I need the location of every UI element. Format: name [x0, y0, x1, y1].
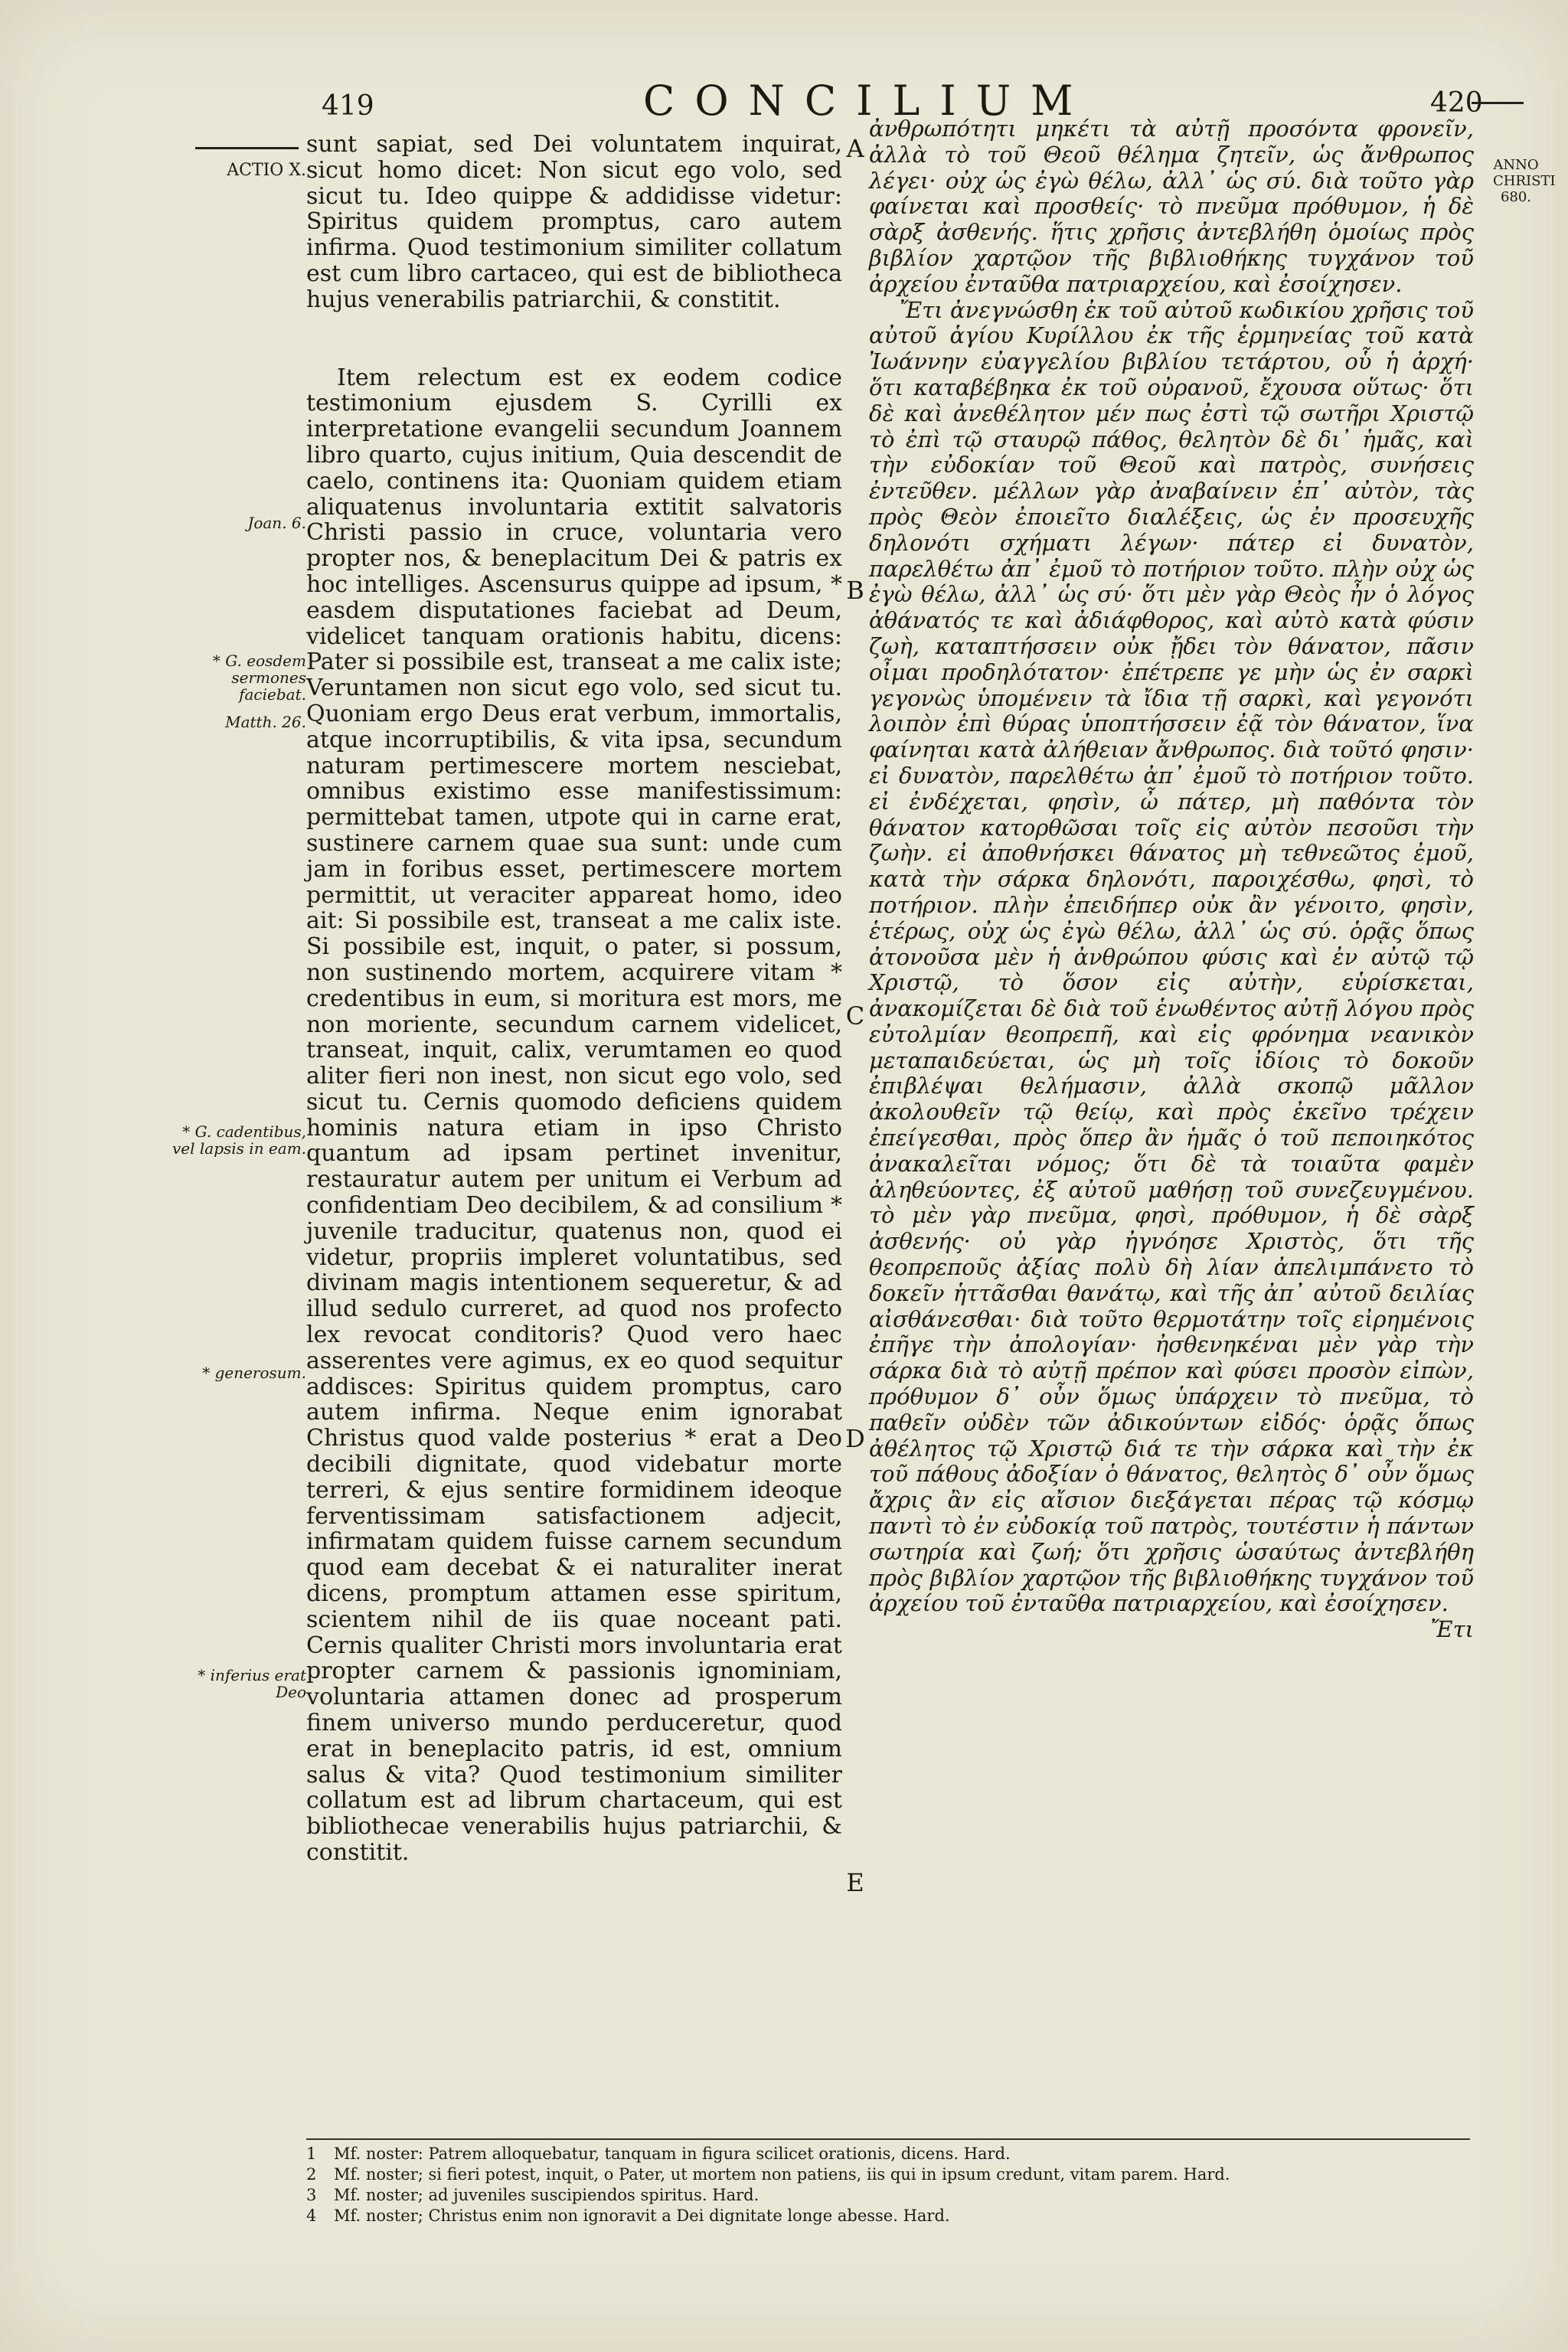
right-dash-rule: [1472, 102, 1524, 104]
latin-paragraph: sunt sapiat, sed Dei voluntatem inquirat, sicut homo dicet: Non sicut ego volo, sed sicut tu. Ideo quippe & addidisse videtur: Spiritus quidem promptus, caro autem infirma. Quod testimonium similiter collatum est cum libro cartaceo, qui est de bibliotheca hujus venerabilis patriarchii, & constitit.: [306, 131, 842, 313]
section-letter: D: [845, 1424, 865, 1453]
latin-column: [306, 132, 842, 1866]
footnote-text: Mf. noster; Christus enim non ignoravit a Dei dignitate longe abesse. Hard.: [334, 2207, 950, 2225]
footnote-number: 3: [306, 2186, 317, 2204]
footnote: [306, 2185, 1501, 2206]
margin-note-joan: Joan. 6.: [247, 514, 306, 532]
margin-note-variant: * G. cadentibus, vel lapsis in eam.: [172, 1122, 307, 1158]
left-dash-rule: [195, 147, 299, 149]
footnote-rule: [306, 2138, 1470, 2140]
margin-note-actio: ACTIO X.: [227, 161, 306, 180]
footnotes: [306, 2144, 1501, 2226]
footnote: [306, 2164, 1501, 2185]
footnote-text: Mf. noster; si fieri potest, inquit, o Pater, ut mortem non patiens, iis qui in ipsum credunt, vitam parem. Hard.: [334, 2165, 1230, 2184]
latin-paragraph: Item relectum est ex eodem codice testimonium ejusdem S. Cyrilli ex interpretatione evangelii secundum Joannem libro quarto, cujus initium, Quia descendit de caelo, continens ita: Quoniam quidem etiam aliquatenus involuntaria extitit salvatoris Christi passio in cruce, voluntaria vero propter nos, & beneplacitum Dei & patris ex hoc intelliges. Ascensurus quippe ad ipsum, * easdem disputationes faciebat ad Deum, videlicet tanquam orationis habitu, dicens: Pater si possibile est, transeat a me calix iste; Veruntamen non sicut ego volo, sed sicut tu. Quoniam ergo Deus erat verbum, immortalis, atque incorruptibilis, & vita ipsa, secundum naturam pertimescere mortem nesciebat, omnibus existimo esse manifestissimum: permittebat tamen, utpote qui in carne erat, sustinere carnem quae sua sunt: unde cum jam in foribus esset, pertimescere mortem permittit, ut veraciter appareat homo, ideo ait: Si possibile est, transeat a me calix iste. Si possibile est, inquit, o pater, si possum, non sustinendo mortem, acquirere vitam * credentibus in eum, si moritura est mors, me non moriente, secundum carnem videlicet, transeat, inquit, calix, verumtamen eo quod aliter fieri non inest, non sicut ego volo, sed sicut tu. Cernis quomodo deficiens quidem hominis natura etiam in ipso Christo quantum ad ipsam pertinet invenitur, restauratur autem per unitum ei Verbum ad confidentiam Deo decibilem, & ad consilium * juvenile traducitur, quatenus non, quod ei videtur, propriis impleret voluntatibus, sed divinam magis intentionem sequeretur, & ad illud sedulo curreret, ad quod nos profecto lex revocat conditoris? Quod vero haec asserentes vere agimus, ex eo quod sequitur addisces: Spiritus quidem promptus, caro autem infirma. Neque enim ignorabat Christus quod valde posterius * erat a Deo decibili dignitate, quod videbatur morte terreri, & ejus sentire formidinem ideoque ferventissimam satisfactionem adjecit, infirmatam quidem fuisse carnem secundum quod eam decebat & ei naturaliter inerat dicens, promptum attamen esse spiritum, scientem nihil de iis quae noceant pati. Cernis qualiter Christi mors involuntaria erat propter carnem & passionis ignominiam, voluntaria attamen donec ad prosperum finem universo mundo perduceretur, quod erat in beneplacito patris, id est, omnium salus & vita? Quod testimonium similiter collatum est ad librum chartaceum, qui est bibliothecae venerabilis hujus patriarchii, & constitit.: [306, 364, 842, 1866]
footnote: [306, 2206, 1501, 2226]
margin-note-variant: * G. eosdem sermones faciebat.: [212, 652, 306, 704]
page-number-left: 419: [322, 90, 374, 122]
greek-paragraph: Ἔτι ἀνεγνώσθη ἐκ τοῦ αὐτοῦ κωδικίου χρῆσις τοῦ αὐτοῦ ἁγίου Κυρίλλου ἐκ τῆς ἑρμηνείας τοῦ κατὰ Ἰωάννην εὐαγγελίου βιβλίου τετάρτου, οὗ ἡ ἀρχή· ὅτι καταβέβηκα ἐκ τοῦ οὐρανοῦ, ἔχουσα οὕτως· ὅτι δὲ καὶ ἀνεθέλητον μέν πως ἐστὶ τῷ σωτῆρι Χριστῷ τὸ ἐπὶ τῷ σταυρῷ πάθος, θελητὸν δὲ δι᾽ ἡμᾶς, καὶ τὴν εὐδοκίαν τοῦ Θεοῦ καὶ πατρὸς, συνήσεις ἐντεῦθεν. μέλλων γὰρ ἀναβαίνειν ἐπ᾽ αὐτὸν, τὰς πρὸς Θεὸν ἐποιεῖτο διαλέξεις, ὡς ἐν προσευχῆς δηλονότι σχήματι λέγων· πάτερ εἰ δυνατὸν, παρελθέτω ἀπ᾽ ἐμοῦ τὸ ποτήριον τοῦτο. πλὴν οὐχ ὡς ἐγὼ θέλω, ἀλλ᾽ ὡς σύ· ὅτι μὲν γὰρ Θεὸς ἦν ὁ λόγος ἀθάνατός τε καὶ ἀδιάφθορος, καὶ αὐτὸ κατὰ φύσιν ζωὴ, καταπτήσσειν οὐκ ᾔδει τὸν θάνατον, πᾶσιν οἶμαι προδηλότατον· ἐπέτρεπε γε μὴν ὡς ἐν σαρκὶ γεγονὼς ὑπομένειν τὰ ἴδια τῇ σαρκὶ, καὶ γεγονότι λοιπὸν ἐπὶ θύρας ὑποπτήσσειν ἐᾷ τὸν θάνατον, ἵνα φαίνηται κατὰ ἀλήθειαν ἄνθρωπος. διὰ τοῦτό φησιν· εἰ δυνατὸν, παρελθέτω ἀπ᾽ ἐμοῦ τὸ ποτήριον τοῦτο. εἰ ἐνδέχεται, φησὶν, ὦ πάτερ, μὴ παθόντα τὸν θάνατον κατορθῶσαι τοῖς εἰς αὐτὸν πεσοῦσι τὴν ζωὴν. εἰ ἀποθνήσκει θάνατος μὴ τεθνεῶτος ἐμοῦ, κατὰ τὴν σάρκα δηλονότι, παροιχέσθω, φησὶ, τὸ ποτήριον. πλὴν ἐπειδήπερ οὐκ ἂν γένοιτο, φησὶν, ἑτέρως, οὐχ ὡς ἐγὼ θέλω, ἀλλ᾽ ὡς σύ. ὁρᾷς ὅπως ἀτονοῦσα μὲν ἡ ἀνθρώπου φύσις καὶ ἐν αὐτῷ τῷ Χριστῷ, τὸ ὅσον εἰς αὐτὴν, εὑρίσκεται, ἀνακομίζεται δὲ διὰ τοῦ ἑνωθέντος αὐτῇ λόγου πρὸς εὐτολμίαν θεοπρεπῆ, καὶ εἰς φρόνημα νεανικὸν μεταπαιδεύεται, ὡς μὴ τοῖς ἰδίοις τὸ δοκοῦν ἐπιβλέψαι θελήμασιν, ἀλλὰ σκοπῷ μᾶλλον ἀκολουθεῖν τῷ θείῳ, καὶ πρὸς ἐκεῖνο τρέχειν ἐπείγεσθαι, πρὸς ὅπερ ἂν ἡμᾶς ὁ τοῦ πεποιηκότος ἀνακαλεῖται νόμος; ὅτι δὲ τὰ τοιαῦτα φαμὲν ἀληθεύοντες, ἐξ αὐτοῦ μαθήσῃ τοῦ συνεζευγμένου. τὸ μὲν γὰρ πνεῦμα, φησὶ, πρόθυμον, ἡ δὲ σὰρξ ἀσθενής· οὐ γὰρ ἠγνόησε Χριστὸς, ὅτι τῆς θεοπρεποῦς ἀξίας πολὺ δὴ λίαν ἀπελιμπάνετο τὸ δοκεῖν ἡττᾶσθαι θανάτῳ, καὶ τῆς ἀπ᾽ αὐτοῦ δειλίας αἰσθάνεσθαι· διὰ τοῦτο θερμοτάτην τοῖς εἰρημένοις ἐπῆγε τὴν ἀπολογίαν· ἠσθενηκέναι μὲν γὰρ τὴν σάρκα διὰ τὸ αὐτῇ πρέπον καὶ φύσει προσὸν εἰπὼν, πρόθυμον δ᾽ οὖν ὅμως ὑπάρχειν τὸ πνεῦμα, τὸ παθεῖν οὐδὲν τῶν ἀδικούντων εἰδός· ὁρᾷς ὅπως ἀθέλητος τῷ Χριστῷ διά τε τὴν σάρκα καὶ τὴν ἐκ τοῦ πάθους ἀδοξίαν ὁ θάνατος, θελητὸς δ᾽ οὖν ὅμως ἄχρις ἂν εἰς αἴσιον διεξάγεται πέρας τῷ κόσμῳ παντὶ τὸ ἐν εὐδοκίᾳ τοῦ πατρὸς, τουτέστιν ἡ πάντων σωτηρία καὶ ζωή; ὅτι χρῆσις ὡσαύτως ἀντεβλήθη πρὸς βιβλίον χαρτῷον τῆς βιβλιοθήκης τυγχάνον τοῦ ἀρχείου τοῦ ἐνταῦθα πατριαρχείου, καὶ ἐσοίχησεν.: [869, 296, 1474, 1617]
footnote-number: 1: [306, 2145, 317, 2163]
margin-note-variant: * generosum.: [202, 1364, 306, 1382]
section-letter: C: [845, 1001, 865, 1031]
footnote-number: 4: [306, 2207, 317, 2225]
section-letter: B: [846, 576, 864, 605]
margin-note-matth: Matth. 26.: [225, 713, 306, 731]
section-letter: E: [846, 1868, 864, 1897]
footnote: [306, 2144, 1501, 2164]
footnote-text: Mf. noster: Patrem alloquebatur, tanquam in figura scilicet orationis, dicens. Hard.: [334, 2145, 1011, 2163]
section-letters: [842, 0, 868, 2352]
section-letter: A: [846, 134, 864, 163]
page-number-right: 420: [1430, 87, 1483, 119]
footnote-number: 2: [306, 2165, 317, 2184]
greek-paragraph: ἀνθρωπότητι μηκέτι τὰ αὐτῇ προσόντα φρονεῖν, ἀλλὰ τὸ τοῦ Θεοῦ θέλημα ζητεῖν, ὡς ἄνθρωπος λέγει· οὐχ ὡς ἐγὼ θέλω, ἀλλ᾽ ὡς σύ. διὰ τοῦτο γὰρ φαίνεται καὶ προσθείς· τὸ πνεῦμα πρόθυμον, ἡ δὲ σὰρξ ἀσθενής. ἥτις χρῆσις ἀντεβλήθη ὁμοίως πρὸς βιβλίον χαρτῷον τῆς βιβλιοθήκης τυγχάνον τοῦ ἀρχείου ἐνταῦθα πατριαρχείου, καὶ ἐσοίχησεν.: [869, 116, 1474, 297]
footnote-text: Mf. noster; ad juveniles suscipiendos spiritus. Hard.: [334, 2186, 760, 2204]
greek-column: [869, 116, 1474, 1643]
catchword: Ἔτι: [1430, 1616, 1474, 1643]
margin-note-year: ANNO CHRISTI 680.: [1493, 157, 1556, 205]
margin-note-variant: * inferius erat Deo: [198, 1666, 306, 1701]
running-title: CONCILIUM: [643, 77, 1093, 125]
